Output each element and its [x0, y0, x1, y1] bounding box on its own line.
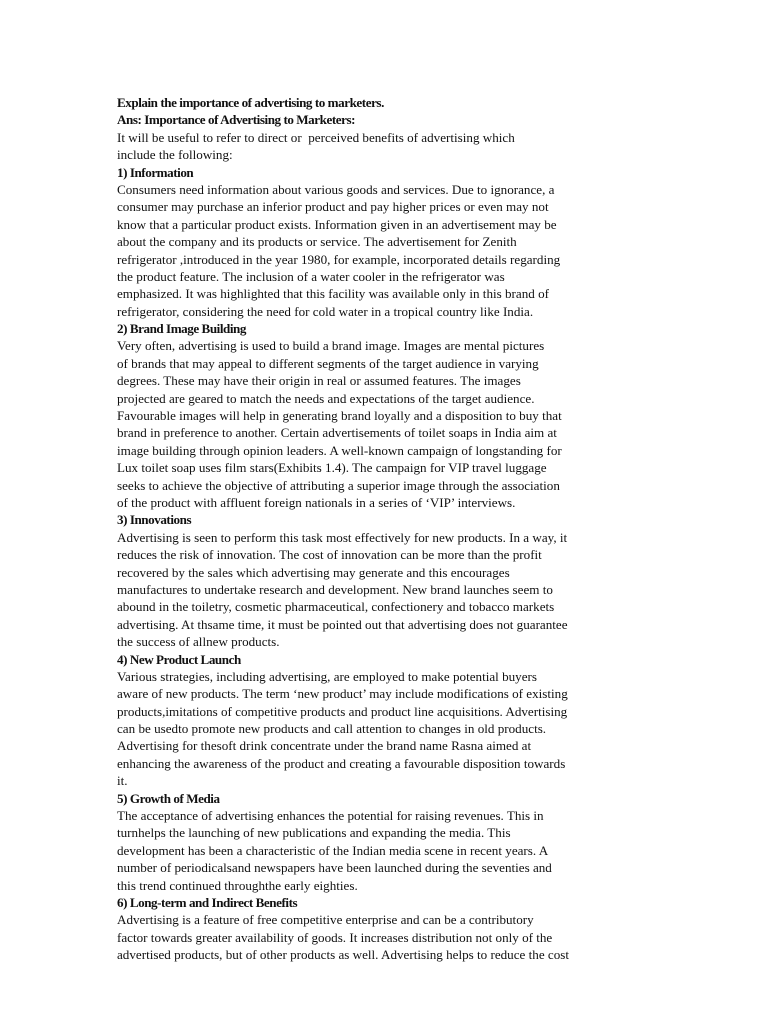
text-line: enhancing the awareness of the product and creating a favourable disposition towards — [117, 755, 566, 771]
text-line: It will be useful to refer to direct or perceived benefits of advertising which — [117, 129, 515, 145]
text-line: consumer may purchase an inferior product and pay higher prices or even may not — [117, 199, 549, 215]
text-line: reduces the risk of innovation. The cost of innovation can be more than the profit — [117, 547, 542, 563]
text-line: this trend continued throughthe early eighties. — [117, 877, 358, 893]
text-line: Various strategies, including advertising, are employed to make potential buyers — [117, 668, 537, 684]
text-line: products,imitations of competitive products and product line acquisitions. Advertising — [117, 703, 568, 719]
text-line: seeks to achieve the objective of attributing a superior image through the association — [117, 477, 560, 493]
text-line: emphasized. It was highlighted that this facility was available only in this brand of — [117, 286, 549, 302]
document-body — [117, 94, 662, 964]
section-heading: 5) Growth of Media — [117, 790, 220, 806]
text-line: recovered by the sales which advertising may generate and this encourages — [117, 564, 510, 580]
text-line: refrigerator, considering the need for cold water in a tropical country like India. — [117, 303, 534, 319]
text-line: refrigerator ,introduced in the year 1980, for example, incorporated details regarding — [117, 251, 561, 267]
section-heading: 2) Brand Image Building — [117, 321, 246, 337]
text-line: image building through opinion leaders. A well-known campaign of longstanding for — [117, 442, 562, 458]
text-line: factor towards greater availability of goods. It increases distribution not only of the — [117, 929, 553, 945]
text-line: include the following: — [117, 147, 233, 163]
text-line: Advertising is seen to perform this task most effectively for new products. In a way, it — [117, 529, 568, 545]
text-line: turnhelps the launching of new publications and expanding the media. This — [117, 825, 511, 841]
section-heading: 1) Information — [117, 164, 194, 180]
text-line: Lux toilet soap uses film stars(Exhibits 1.4). The campaign for VIP travel luggage — [117, 460, 547, 476]
text-line: Advertising for thesoft drink concentrate under the brand name Rasna aimed at — [117, 738, 532, 754]
text-line: can be usedto promote new products and call attention to changes in old products. — [117, 721, 547, 737]
text-line: Advertising is a feature of free competitive enterprise and can be a contributory — [117, 912, 534, 928]
text-line: about the company and its products or service. The advertisement for Zenith — [117, 234, 517, 250]
text-line: number of periodicalsand newspapers have been launched during the seventies and — [117, 860, 552, 876]
text-line: advertising. At thsame time, it must be pointed out that advertising does not guarantee — [117, 616, 568, 632]
text-line: of brands that may appeal to different segments of the target audience in varying — [117, 355, 539, 371]
section-innovations — [117, 511, 662, 650]
text-line: Consumers need information about various goods and services. Due to ignorance, a — [117, 181, 555, 197]
section-heading: 4) New Product Launch — [117, 651, 241, 667]
text-line: the product feature. The inclusion of a water cooler in the refrigerator was — [117, 268, 505, 284]
section-heading: 6) Long-term and Indirect Benefits — [117, 894, 298, 910]
text-line: the success of allnew products. — [117, 634, 280, 650]
text-line: Very often, advertising is used to build a brand image. Images are mental pictures — [117, 338, 545, 354]
text-line: manufactures to undertake research and development. New brand launches seem to — [117, 581, 553, 597]
text-line: Favourable images will help in generating brand loyally and a disposition to buy that — [117, 408, 562, 424]
text-line: aware of new products. The term ‘new product’ may include modifications of existing — [117, 686, 568, 702]
text-line: advertised products, but of other products as well. Advertising helps to reduce the cost — [117, 947, 569, 963]
answer-heading: Ans: Importance of Advertising to Marketers: — [117, 112, 356, 128]
intro-paragraph — [117, 129, 662, 164]
section-brand-image-building — [117, 320, 662, 511]
text-line: of the product with affluent foreign nationals in a series of ‘VIP’ interviews. — [117, 494, 516, 510]
text-line: The acceptance of advertising enhances the potential for raising revenues. This in — [117, 808, 544, 824]
section-long-term-benefits — [117, 894, 662, 964]
section-growth-of-media — [117, 790, 662, 894]
text-line: degrees. These may have their origin in real or assumed features. The images — [117, 373, 521, 389]
section-information — [117, 164, 662, 321]
text-line: brand in preference to another. Certain advertisements of toilet soaps in India aim at — [117, 425, 557, 441]
section-heading: 3) Innovations — [117, 512, 192, 528]
section-new-product-launch — [117, 651, 662, 790]
text-line: know that a particular product exists. Information given in an advertisement may be — [117, 216, 557, 232]
text-line: projected are geared to match the needs and expectations of the target audience. — [117, 390, 535, 406]
text-line: development has been a characteristic of the Indian media scene in recent years. A — [117, 842, 549, 858]
question-heading: Explain the importance of advertising to marketers. — [117, 95, 384, 110]
text-line: abound in the toiletry, cosmetic pharmaceutical, confectionery and tobacco markets — [117, 599, 555, 615]
text-line: it. — [117, 773, 128, 789]
